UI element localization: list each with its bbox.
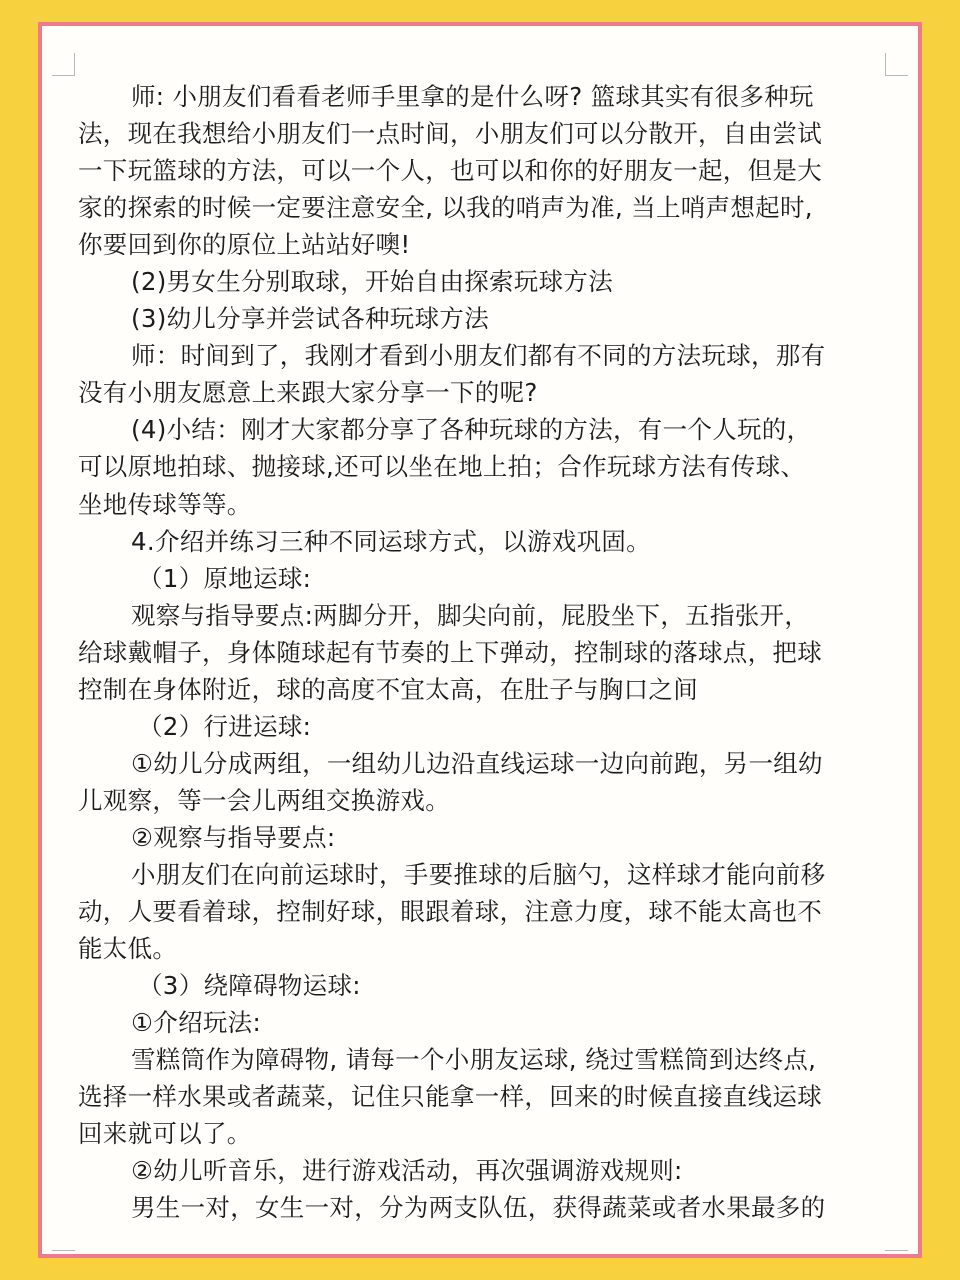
text-line: 家的探索的时候一定要注意安全, 以我的哨声为准, 当上哨声想起时, — [78, 193, 813, 223]
text-line: （1）原地运球: — [138, 563, 312, 593]
text-line: (4)小结：刚才大家都分享了各种玩球的方法，有一个人玩的， — [131, 415, 812, 445]
text-line: 儿观察，等一会儿两组交换游戏。 — [78, 785, 450, 815]
text-line: ②观察与指导要点: — [131, 822, 336, 852]
text-line: 动，人要看着球，控制好球，眼跟着球，注意力度，球不能太高也不 — [78, 897, 822, 927]
text-line: 雪糕筒作为障碍物, 请每一个小朋友运球, 绕过雪糕筒到达终点, — [131, 1045, 817, 1075]
text-line: 能太低。 — [78, 934, 178, 964]
text-line: 坐地传球等等。 — [78, 489, 252, 519]
text-line: 一下玩篮球的方法，可以一个人，也可以和你的好朋友一起，但是大 — [78, 156, 822, 186]
corner-mark-top-right — [885, 53, 908, 76]
text-line: 控制在身体附近，球的高度不宜太高，在肚子与胸口之间 — [78, 674, 698, 704]
text-line: 观察与指导要点:两脚分开，脚尖向前，屁股坐下，五指张开， — [131, 600, 810, 630]
text-line: ①介绍玩法: — [131, 1008, 262, 1038]
text-line: （3）绕障碍物运球: — [138, 971, 361, 1001]
text-line: 小朋友们在向前运球时，手要推球的后脑勺，这样球才能向前移 — [131, 859, 826, 889]
text-line: 没有小朋友愿意上来跟大家分享一下的呢? — [78, 378, 538, 408]
text-line: (2)男女生分别取球，开始自由探索玩球方法 — [131, 267, 614, 297]
text-line: 法，现在我想给小朋友们一点时间，小朋友们可以分散开，自由尝试 — [78, 119, 822, 149]
text-line: 选择一样水果或者蔬菜，记住只能拿一样，回来的时候直接直线运球 — [78, 1082, 822, 1112]
text-line: (3)幼儿分享并尝试各种玩球方法 — [131, 304, 490, 334]
document-page — [38, 22, 922, 1258]
text-line: 师: 小朋友们看看老师手里拿的是什么呀? 篮球其实有很多种玩 — [131, 82, 814, 111]
text-line: ①幼儿分成两组，一组幼儿边沿直线运球一边向前跑，另一组幼 — [131, 748, 823, 778]
corner-mark-bottom-left — [52, 1250, 75, 1251]
text-line: 给球戴帽子，身体随球起有节奏的上下弹动，控制球的落球点，把球 — [78, 637, 822, 667]
text-line: 4.介绍并练习三种不同运球方式，以游戏巩固。 — [131, 526, 651, 556]
text-line: 回来就可以了。 — [78, 1119, 252, 1149]
corner-mark-top-left — [52, 53, 75, 76]
text-line: （2）行进运球: — [138, 711, 312, 741]
text-line: 男生一对，女生一对，分为两支队伍，获得蔬菜或者水果最多的 — [131, 1193, 826, 1223]
text-line: 你要回到你的原位上站站好噢! — [78, 230, 411, 260]
text-line: 可以原地拍球、抛接球,还可以坐在地上拍；合作玩球方法有传球、 — [78, 452, 806, 482]
document-body — [78, 78, 878, 1226]
text-line: 师：时间到了，我刚才看到小朋友们都有不同的方法玩球，那有 — [131, 341, 826, 371]
text-line: ②幼儿听音乐，进行游戏活动，再次强调游戏规则: — [131, 1156, 683, 1186]
corner-mark-bottom-right — [885, 1250, 908, 1251]
